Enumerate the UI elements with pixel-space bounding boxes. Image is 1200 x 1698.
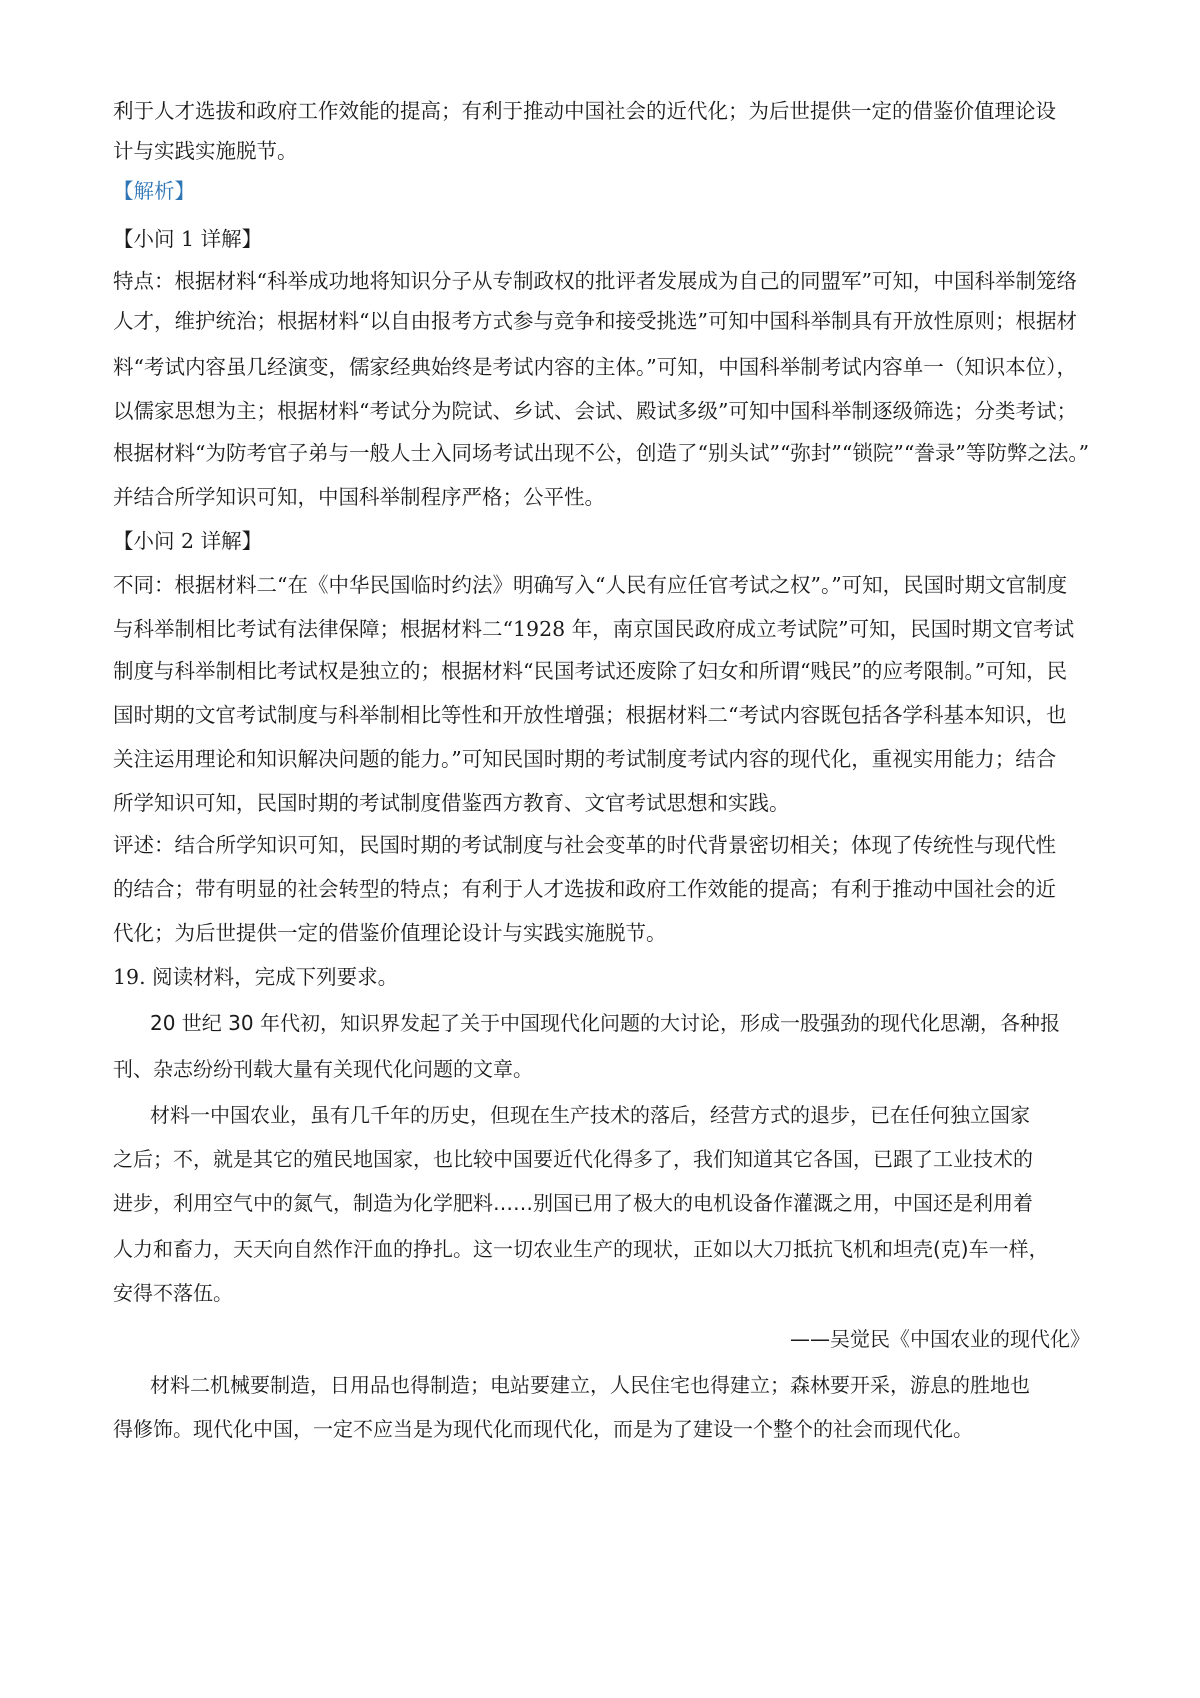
q1-text-line: 特点：根据材料“科举成功地将知识分子从专制政权的批评者发展成为自己的同盟军”可知，中国科举制笼络 — [113, 269, 1077, 293]
question-19-prompt: 19. 阅读材料，完成下列要求。 — [113, 965, 399, 989]
q2-text-line: 不同：根据材料二“在《中华民国临时约法》明确写入“人民有应任官考试之权”。”可知，民国时期文官制度 — [113, 573, 1068, 597]
analysis-label: 【解析】 — [113, 179, 195, 203]
q2-text-line: 制度与科举制相比考试权是独立的；根据材料“民国考试还废除了妇女和所谓“贱民”的应考限制。”可知，民 — [113, 659, 1068, 683]
q2-text-line: 代化；为后世提供一定的借鉴价值理论设计与实践实施脱节。 — [113, 921, 667, 945]
q2-text-line: 与科举制相比考试有法律保障；根据材料二“1928 年，南京国民政府成立考试院”可知，民国时期文官考试 — [113, 617, 1075, 641]
material1-line: 进步，利用空气中的氮气，制造为化学肥料……别国已用了极大的电机设备作灌溉之用，中国还是利用着 — [113, 1191, 1033, 1215]
material2-line: 材料二机械要制造，日用品也得制造；电站要建立，人民住宅也得建立；森林要开采，游息的胜地也 — [150, 1373, 1030, 1397]
q2-text-line: 的结合；带有明显的社会转型的特点；有利于人才选拔和政府工作效能的提高；有利于推动中国社会的近 — [113, 877, 1056, 901]
answer-text-line: 计与实践实施脱节。 — [113, 139, 298, 163]
q2-text-line: 关注运用理论和知识解决问题的能力。”可知民国时期的考试制度考试内容的现代化，重视实用能力；结合 — [113, 747, 1057, 771]
q2-text-line: 评述：结合所学知识可知，民国时期的考试制度与社会变革的时代背景密切相关；体现了传统性与现代性 — [113, 833, 1056, 857]
q1-heading: 【小问 1 详解】 — [113, 227, 263, 251]
material1-line: 人力和畜力，天天向自然作汗血的挣扎。这一切农业生产的现状，正如以大刀抵抗飞机和坦壳(克)车一样， — [113, 1237, 1049, 1261]
q1-text-line: 料“考试内容虽几经演变，儒家经典始终是考试内容的主体。”可知，中国科举制考试内容单一（知识本位）， — [113, 355, 1077, 379]
q1-text-line: 人才，维护统治；根据材料“以自由报考方式参与竞争和接受挑选”可知中国科举制具有开放性原则；根据材 — [113, 309, 1077, 333]
material1-source: ——吴觉民《中国农业的现代化》 — [790, 1327, 1090, 1351]
material-intro-line: 20 世纪 30 年代初，知识界发起了关于中国现代化问题的大讨论，形成一股强劲的现代化思潮，各种报 — [150, 1011, 1060, 1035]
q2-heading: 【小问 2 详解】 — [113, 529, 263, 553]
material-intro-line: 刊、杂志纷纷刊载大量有关现代化问题的文章。 — [113, 1057, 533, 1081]
q1-text-line: 根据材料“为防考官子弟与一般人士入同场考试出现不公，创造了“别头试”“弥封”“锁院”“誊录”等防弊之法。” — [113, 441, 1090, 465]
answer-text-line: 利于人才选拔和政府工作效能的提高；有利于推动中国社会的近代化；为后世提供一定的借鉴价值理论设 — [113, 99, 1056, 123]
q1-text-line: 以儒家思想为主；根据材料“考试分为院试、乡试、会试、殿试多级”可知中国科举制逐级筛选；分类考试； — [113, 399, 1077, 423]
q1-text-line: 并结合所学知识可知，中国科举制程序严格；公平性。 — [113, 485, 605, 509]
material1-line: 安得不落伍。 — [113, 1281, 233, 1305]
material1-line: 之后；不，就是其它的殖民地国家，也比较中国要近代化得多了，我们知道其它各国，已跟了工业技术的 — [113, 1147, 1033, 1171]
q2-text-line: 所学知识可知，民国时期的考试制度借鉴西方教育、文官考试思想和实践。 — [113, 791, 790, 815]
q2-text-line: 国时期的文官考试制度与科举制相比等性和开放性增强；根据材料二“考试内容既包括各学科基本知识，也 — [113, 703, 1067, 727]
material2-line: 得修饰。现代化中国，一定不应当是为现代化而现代化，而是为了建设一个整个的社会而现代化。 — [113, 1417, 973, 1441]
material1-line: 材料一中国农业，虽有几千年的历史，但现在生产技术的落后，经营方式的退步，已在任何独立国家 — [150, 1103, 1030, 1127]
